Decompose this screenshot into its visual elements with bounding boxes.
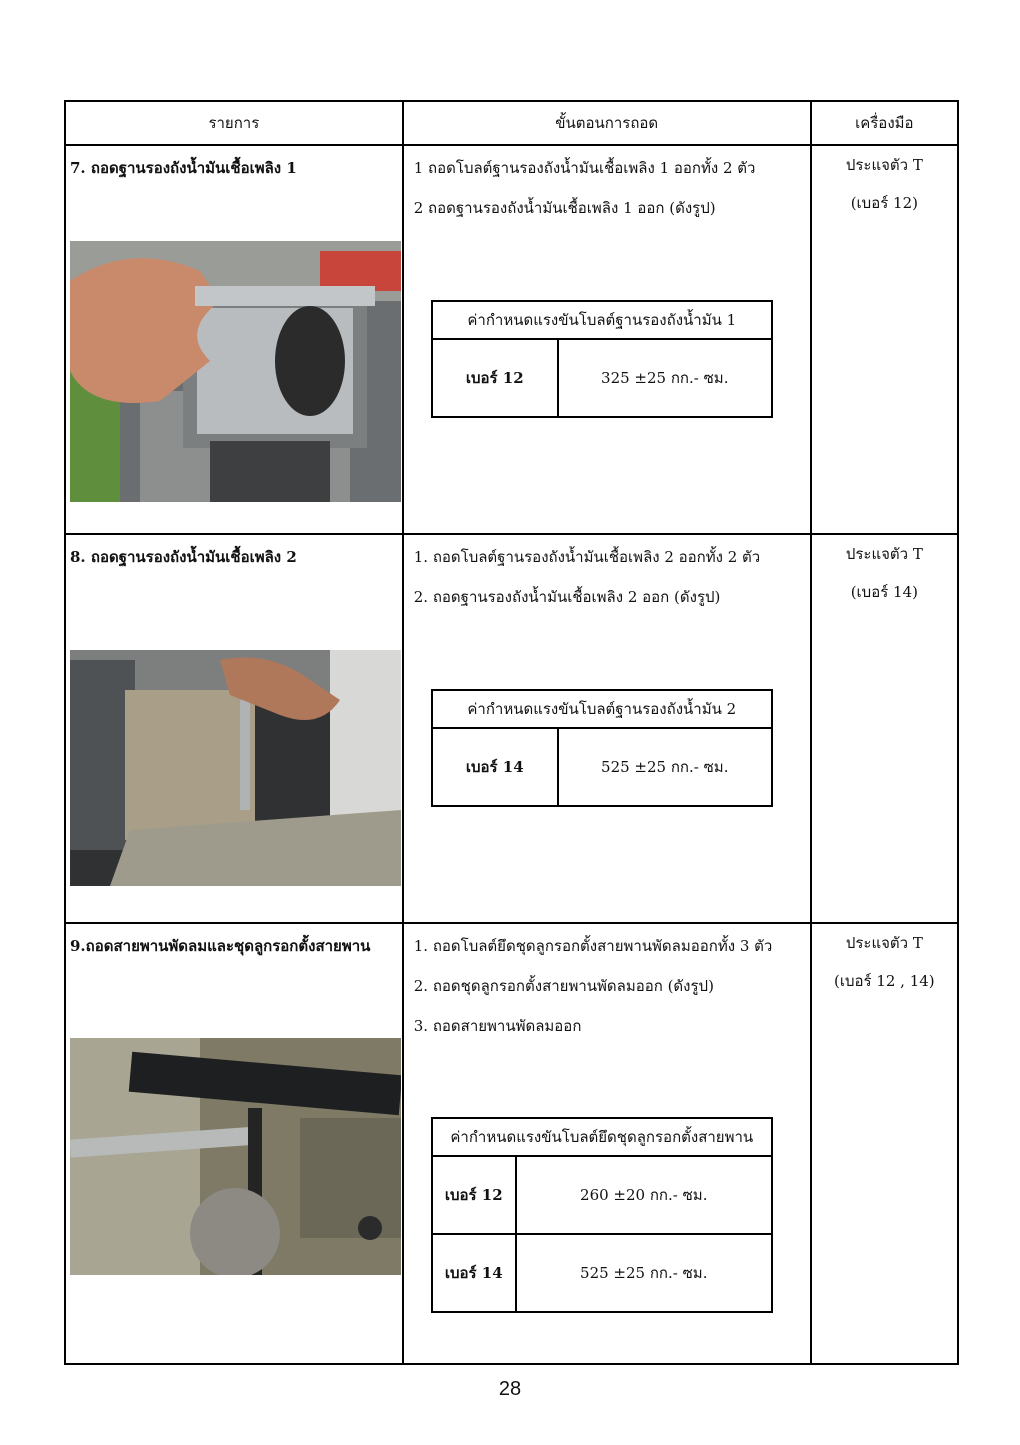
tool-name: ประแจตัว T [845,934,923,952]
table-row [65,145,958,534]
torque-value: 260 ±20 กก.- ซม. [516,1156,772,1234]
tools-cell [811,145,958,534]
torque-spec-header: ค่ากำหนดแรงขันโบลต์ฐานรองถังน้ำมัน 2 [432,690,772,728]
torque-size-label: เบอร์ 12 [432,1156,516,1234]
item-cell [65,145,403,534]
item-title: 8. ถอดฐานรองถังน้ำมันเชื้อเพลิง 2 [70,548,297,566]
steps-cell [403,923,811,1364]
step-text: 2. ถอดชุดลูกรอกตั้งสายพานพัดลมออก (ดังรูป) [413,977,714,995]
steps-cell [403,145,811,534]
torque-size-label: เบอร์ 14 [432,728,558,806]
torque-size-label: เบอร์ 14 [432,1234,516,1312]
item-cell [65,923,403,1364]
tools-cell [811,923,958,1364]
step-text: 1 ถอดโบลต์ฐานรองถังน้ำมันเชื้อเพลิง 1 ออกทั้ง 2 ตัว [413,159,756,177]
torque-spec-header: ค่ากำหนดแรงขันโบลต์ยึดชุดลูกรอกตั้งสายพาน [432,1118,772,1156]
table-row [65,923,958,1364]
header-item: รายการ [65,101,403,145]
item-title: 9.ถอดสายพานพัดลมและชุดลูกรอกตั้งสายพาน [70,937,371,955]
header-tools: เครื่องมือ [811,101,958,145]
item-cell [65,534,403,923]
torque-spec-header: ค่ากำหนดแรงขันโบลต์ฐานรองถังน้ำมัน 1 [432,301,772,339]
table-header-row [65,101,958,145]
step-text: 3. ถอดสายพานพัดลมออก [413,1017,582,1035]
page-number: 28 [498,1378,522,1400]
table-row [65,534,958,923]
engine-photo [70,241,401,502]
engine-photo [70,1038,401,1275]
tools-cell [811,534,958,923]
tool-name: ประแจตัว T [845,545,923,563]
tool-size: (เบอร์ 14) [850,583,918,601]
disassembly-table [64,100,959,1365]
step-text: 2 ถอดฐานรองถังน้ำมันเชื้อเพลิง 1 ออก (ดังรูป) [413,199,716,217]
header-steps: ขั้นตอนการถอด [403,101,811,145]
tool-size: (เบอร์ 12 , 14) [833,972,935,990]
torque-value: 325 ±25 กก.- ซม. [558,339,772,417]
torque-spec-table [431,1117,773,1313]
step-text: 2. ถอดฐานรองถังน้ำมันเชื้อเพลิง 2 ออก (ดังรูป) [413,588,721,606]
step-text: 1. ถอดโบลต์ฐานรองถังน้ำมันเชื้อเพลิง 2 ออกทั้ง 2 ตัว [413,548,761,566]
steps-cell [403,534,811,923]
item-title: 7. ถอดฐานรองถังน้ำมันเชื้อเพลิง 1 [70,159,297,177]
torque-size-label: เบอร์ 12 [432,339,558,417]
torque-spec-table [431,689,773,807]
engine-photo [70,650,401,886]
torque-spec-table [431,300,773,418]
tool-size: (เบอร์ 12) [850,194,918,212]
tool-name: ประแจตัว T [845,156,923,174]
torque-value: 525 ±25 กก.- ซม. [558,728,772,806]
step-text: 1. ถอดโบลต์ยึดชุดลูกรอกตั้งสายพานพัดลมออกทั้ง 3 ตัว [413,937,773,955]
torque-value: 525 ±25 กก.- ซม. [516,1234,772,1312]
